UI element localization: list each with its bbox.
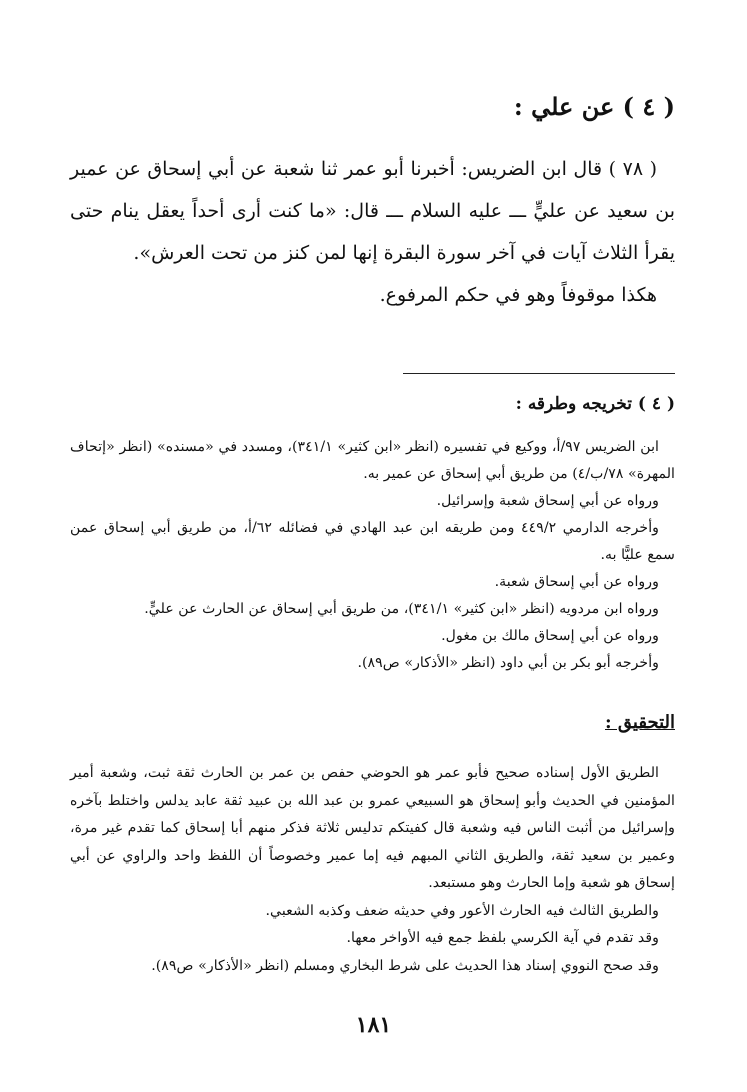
page-number: ١٨١ (355, 1012, 392, 1038)
footnote-line: ورواه عن أبي إسحاق شعبة. (494, 574, 659, 590)
footnote-line: ورواه عن أبي إسحاق شعبة وإسرائيل. (436, 493, 659, 509)
footnote-text (70, 434, 675, 677)
footnote-heading: ( ٤ ) تخريجه وطرقه : (515, 394, 675, 414)
tahqiq-paragraph: والطريق الثالث فيه الحارث الأعور وفي حديثه ضعف وكذبه الشعبي. (265, 902, 659, 919)
footnote-line: وأخرجه الدارمي ٤٤٩/٢ ومن طريقه ابن عبد الهادي في فضائله ٦٢/أ، من طريق أبي إسحاق عمن سمع عليًّا به. (70, 520, 675, 563)
tahqiq-paragraph: وقد تقدم في آية الكرسي بلفظ جمع فيه الأواخر معها. (346, 930, 659, 946)
footnote-divider (403, 373, 675, 374)
main-paragraph-ruling: هكذا موقوفاً وهو في حكم المرفوع. (379, 284, 657, 306)
section-heading: ( ٤ ) عن علي : (513, 92, 675, 121)
footnote-line: ورواه عن أبي إسحاق مالك بن مغول. (441, 628, 659, 644)
tahqiq-heading: التحقيق : (605, 712, 675, 733)
tahqiq-text (70, 760, 675, 980)
footnote-line: وأخرجه أبو بكر بن أبي داود (انظر «الأذكار» ص٨٩). (357, 655, 659, 671)
tahqiq-paragraph: وقد صحح النووي إسناد هذا الحديث على شرط البخاري ومسلم (انظر «الأذكار» ص٨٩). (151, 957, 659, 974)
main-paragraph-hadith: ( ٧٨ ) قال ابن الضريس: أخبرنا أبو عمر ثنا شعبة عن أبي إسحاق عن عمير بن سعيد عن عليٍّ ـــ عليه السلام ـــ قال: «ما كنت أرى أحداً يعقل ينام حتى يقرأ الثلاث آيات في آخر سورة البقرة إنها لمن كنز من تحت العرش». (70, 158, 675, 264)
footnote-line: ورواه ابن مردويه (انظر «ابن كثير» ٣٤١/١)، من طريق أبي إسحاق عن الحارث عن عليٍّ. (144, 601, 659, 617)
main-text (70, 148, 675, 316)
footnote-line: ابن الضريس ٩٧/أ، ووكيع في تفسيره (انظر «ابن كثير» ٣٤١/١)، ومسدد في «مسنده» (انظر «إتحاف المهرة» ٧٨/ب/٤) من طريق أبي إسحاق عن عمير به. (70, 439, 675, 482)
tahqiq-paragraph: الطريق الأول إسناده صحيح فأبو عمر هو الحوضي حفص بن عمر بن الحارث ثقة ثبت، وشعبة أمير المؤمنين في الحديث وأبو إسحاق هو السبيعي عمرو بن عبد الله بن عبيد ثقة عابد يدلس واختلط بآخره وإسرائيل من أثبت الناس فيه وشعبة قال كفيتكم تدليس ثلاثة فذكر منهم أبا إسحاق كما تقدم غير مرة، وعمير بن سعيد ثقة، والطريق الثاني المبهم فيه إما عمير وخصوصاً أن اللفظ واحد والراوي عن أبي إسحاق هو شعبة وإما الحارث وهو مستبعد. (70, 765, 675, 891)
